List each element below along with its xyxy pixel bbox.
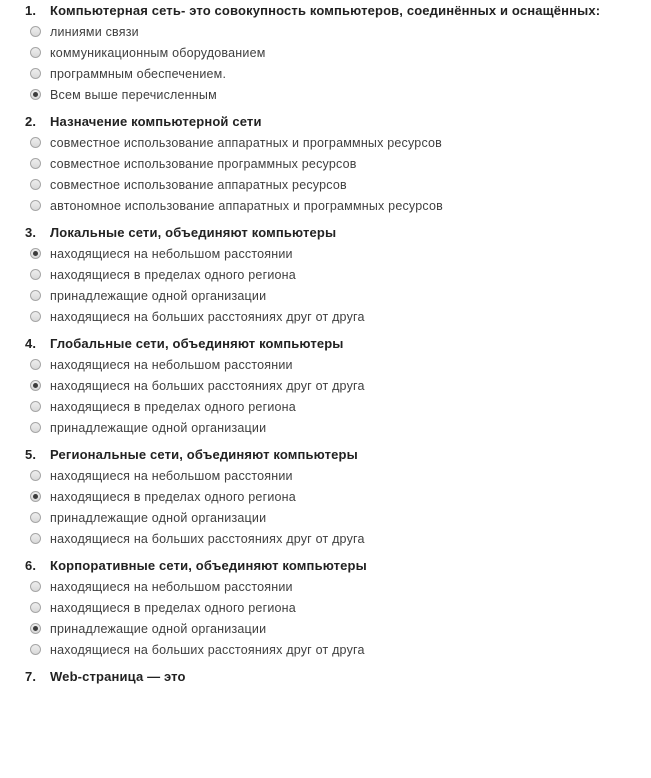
answer-option-label[interactable]: принадлежащие одной организации	[50, 421, 267, 435]
question-number: 5.	[25, 447, 37, 462]
answer-option[interactable]	[28, 65, 628, 86]
question-7	[0, 667, 651, 778]
answer-option[interactable]	[28, 419, 628, 440]
radio-unchecked-icon[interactable]	[30, 290, 41, 301]
answer-option[interactable]	[28, 44, 628, 65]
answer-option-label[interactable]: находящиеся на небольшом расстоянии	[50, 469, 293, 483]
answer-option[interactable]	[28, 134, 628, 155]
answer-option-label[interactable]: совместное использование программных ресурсов	[50, 157, 357, 171]
radio-checked-icon[interactable]	[30, 380, 41, 391]
answer-option-label[interactable]: находящиеся на больших расстояниях друг от друга	[50, 379, 365, 393]
radio-unchecked-icon[interactable]	[30, 422, 41, 433]
answer-option[interactable]	[28, 287, 628, 308]
radio-checked-icon[interactable]	[30, 89, 41, 100]
radio-unchecked-icon[interactable]	[30, 644, 41, 655]
answer-option-label[interactable]: Всем выше перечисленным	[50, 88, 217, 102]
answer-option-label[interactable]: автономное использование аппаратных и программных ресурсов	[50, 199, 443, 213]
question-number: 1.	[25, 3, 37, 18]
question-2	[0, 112, 651, 223]
question-title	[25, 223, 336, 243]
answer-option-label[interactable]: принадлежащие одной организации	[50, 511, 267, 525]
answer-option[interactable]	[28, 620, 628, 641]
radio-unchecked-icon[interactable]	[30, 47, 41, 58]
question-text: Web-страница — это	[50, 669, 186, 684]
question-text: Региональные сети, объединяют компьютеры	[50, 447, 358, 462]
answer-option-label[interactable]: находящиеся на больших расстояниях друг от друга	[50, 532, 365, 546]
radio-unchecked-icon[interactable]	[30, 26, 41, 37]
question-number: 4.	[25, 336, 37, 351]
question-title	[25, 334, 344, 354]
answer-option-label[interactable]: совместное использование аппаратных и программных ресурсов	[50, 136, 443, 150]
question-title	[25, 112, 262, 132]
question-4	[0, 334, 651, 445]
question-number: 7.	[25, 669, 37, 684]
answer-option[interactable]	[28, 530, 628, 551]
radio-unchecked-icon[interactable]	[30, 602, 41, 613]
question-text: Назначение компьютерной сети	[50, 114, 262, 129]
question-text: Компьютерная сеть- это совокупность компьютеров, соединённых и оснащённых:	[50, 3, 601, 18]
answer-option[interactable]	[28, 155, 628, 176]
radio-unchecked-icon[interactable]	[30, 137, 41, 148]
radio-unchecked-icon[interactable]	[30, 158, 41, 169]
answer-option[interactable]	[28, 467, 628, 488]
answer-option[interactable]	[28, 509, 628, 530]
answer-option[interactable]	[28, 308, 628, 329]
question-text: Глобальные сети, объединяют компьютеры	[50, 336, 344, 351]
radio-checked-icon[interactable]	[30, 248, 41, 259]
question-title	[25, 445, 358, 465]
question-number: 6.	[25, 558, 37, 573]
answer-option-label[interactable]: принадлежащие одной организации	[50, 622, 267, 636]
radio-unchecked-icon[interactable]	[30, 179, 41, 190]
radio-unchecked-icon[interactable]	[30, 401, 41, 412]
answer-option-label[interactable]: находящиеся на небольшом расстоянии	[50, 358, 293, 372]
question-text: Корпоративные сети, объединяют компьютеры	[50, 558, 367, 573]
radio-checked-icon[interactable]	[30, 491, 41, 502]
answer-option-label[interactable]: совместное использование аппаратных ресурсов	[50, 178, 347, 192]
question-number: 3.	[25, 225, 37, 240]
radio-unchecked-icon[interactable]	[30, 68, 41, 79]
answer-option-label[interactable]: находящиеся на больших расстояниях друг от друга	[50, 310, 365, 324]
radio-unchecked-icon[interactable]	[30, 512, 41, 523]
answer-option[interactable]	[28, 176, 628, 197]
answer-option[interactable]	[28, 641, 628, 662]
answer-option[interactable]	[28, 356, 628, 377]
question-1	[0, 1, 651, 112]
answer-option[interactable]	[28, 398, 628, 419]
answer-option[interactable]	[28, 599, 628, 620]
answer-option[interactable]	[28, 23, 628, 44]
answer-option[interactable]	[28, 578, 628, 599]
question-5	[0, 445, 651, 556]
radio-unchecked-icon[interactable]	[30, 581, 41, 592]
radio-unchecked-icon[interactable]	[30, 470, 41, 481]
answer-option[interactable]	[28, 266, 628, 287]
answer-option-label[interactable]: находящиеся на небольшом расстоянии	[50, 247, 293, 261]
question-number: 2.	[25, 114, 37, 129]
answer-option[interactable]	[28, 245, 628, 266]
answer-option-label[interactable]: находящиеся в пределах одного региона	[50, 601, 296, 615]
question-title	[25, 1, 600, 21]
answer-option[interactable]	[28, 377, 628, 398]
answer-option-label[interactable]: находящиеся на небольшом расстоянии	[50, 580, 293, 594]
question-text: Локальные сети, объединяют компьютеры	[50, 225, 337, 240]
answer-option-label[interactable]: находящиеся в пределах одного региона	[50, 490, 296, 504]
radio-unchecked-icon[interactable]	[30, 359, 41, 370]
answer-option-label[interactable]: программным обеспечением.	[50, 67, 227, 81]
radio-unchecked-icon[interactable]	[30, 311, 41, 322]
question-title	[25, 667, 186, 687]
radio-checked-icon[interactable]	[30, 623, 41, 634]
radio-unchecked-icon[interactable]	[30, 269, 41, 280]
question-3	[0, 223, 651, 334]
question-6	[0, 556, 651, 667]
answer-option[interactable]	[28, 86, 628, 107]
answer-option-label[interactable]: находящиеся на больших расстояниях друг от друга	[50, 643, 365, 657]
radio-unchecked-icon[interactable]	[30, 533, 41, 544]
question-title	[25, 556, 367, 576]
answer-option-label[interactable]: линиями связи	[50, 25, 139, 39]
answer-option-label[interactable]: коммуникационным оборудованием	[50, 46, 266, 60]
answer-option-label[interactable]: находящиеся в пределах одного региона	[50, 400, 296, 414]
answer-option-label[interactable]: принадлежащие одной организации	[50, 289, 267, 303]
answer-option[interactable]	[28, 488, 628, 509]
radio-unchecked-icon[interactable]	[30, 200, 41, 211]
answer-option[interactable]	[28, 197, 628, 218]
answer-option-label[interactable]: находящиеся в пределах одного региона	[50, 268, 296, 282]
